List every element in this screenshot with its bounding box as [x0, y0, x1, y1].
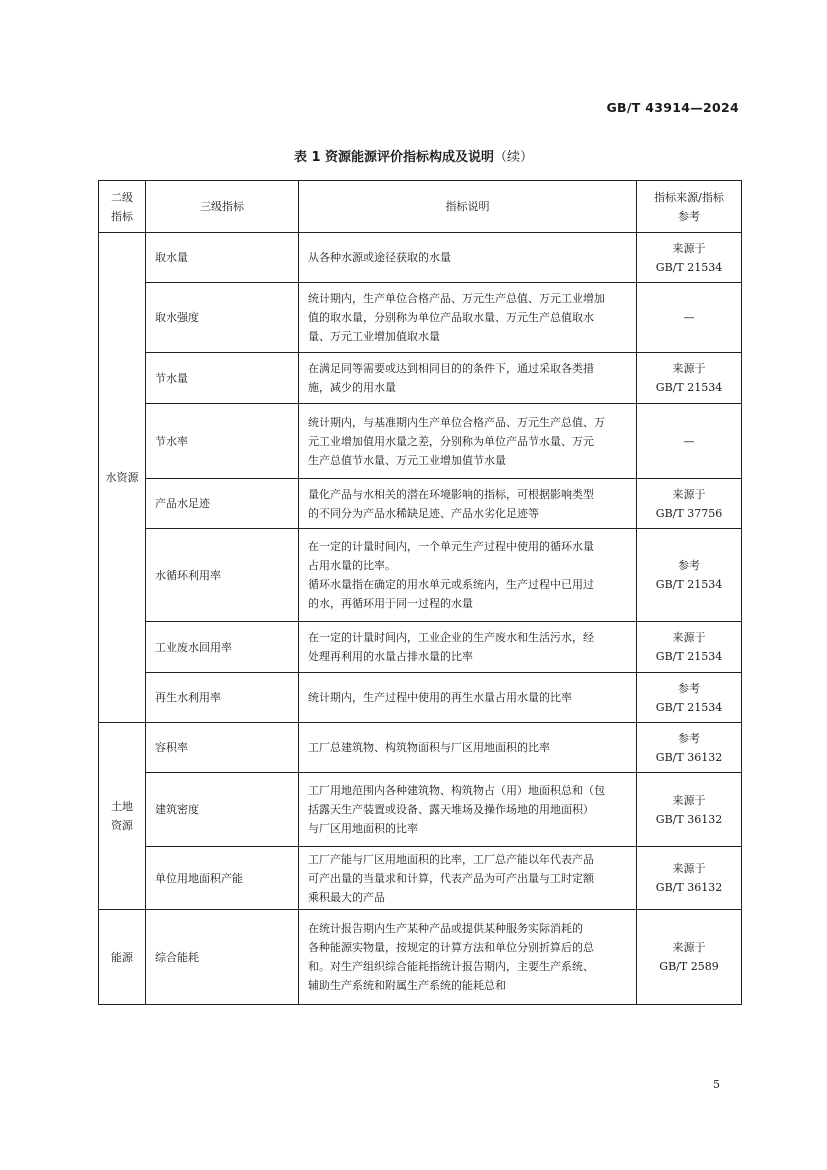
indicator-description: [299, 622, 637, 673]
description-line: 工厂用地范围内各种建筑物、构筑物占（用）地面积总和（包: [308, 784, 605, 797]
description-line: 元工业增加值用水量之差，分别称为单位产品节水量、万元: [308, 434, 594, 448]
indicator-source: [637, 404, 742, 479]
source-line: 来源于: [672, 362, 706, 375]
table-row: [99, 847, 742, 910]
indicator-name: 水循环利用率: [146, 529, 299, 622]
indicator-description: [299, 723, 637, 773]
page-number: 5: [713, 1078, 720, 1091]
source-line: 来源于: [672, 631, 706, 644]
indicator-name: 建筑密度: [146, 773, 299, 847]
table-row: [99, 283, 742, 353]
description-line: 的水，再循环用于同一过程的水量: [308, 597, 473, 610]
source-line: GB/T 21534: [655, 381, 723, 394]
source-line: GB/T 2589: [659, 960, 719, 973]
indicator-source: [637, 529, 742, 622]
indicator-description: [299, 529, 637, 622]
indicator-name: 工业废水回用率: [146, 622, 299, 673]
source-line: GB/T 21534: [655, 650, 723, 663]
category-cell: 土地 资源: [99, 723, 146, 910]
source-line: —: [683, 311, 695, 324]
description-line: 生产总值节水量、万元工业增加值节水量: [308, 453, 506, 467]
table-row: [99, 233, 742, 283]
description-line: 量化产品与水相关的潜在环境影响的指标，可根据影响类型: [308, 487, 594, 501]
indicator-name: 产品水足迹: [146, 479, 299, 529]
table-body: [99, 233, 742, 1005]
table-row: [99, 723, 742, 773]
indicator-name: 节水量: [146, 353, 299, 404]
indicator-name: 节水率: [146, 404, 299, 479]
header-level3: 三级指标: [146, 181, 299, 233]
category-cell: 水资源: [99, 233, 146, 723]
source-line: GB/T 36132: [655, 881, 723, 894]
header-description: 指标说明: [299, 181, 637, 233]
indicator-description: [299, 847, 637, 910]
indicator-description: [299, 910, 637, 1005]
indicator-name: 取水量: [146, 233, 299, 283]
description-line: 各种能源实物量，按规定的计算方法和单位分别折算后的总: [308, 941, 594, 954]
description-line: 和。对生产组织综合能耗指统计报告期内，主要生产系统、: [308, 960, 594, 973]
indicator-name: 取水强度: [146, 283, 299, 353]
source-line: 参考: [678, 559, 700, 572]
source-line: 来源于: [672, 941, 706, 954]
indicator-table: [98, 180, 742, 1005]
indicator-source: [637, 353, 742, 404]
indicator-description: [299, 404, 637, 479]
indicator-source: [637, 283, 742, 353]
description-line: 值的取水量，分别称为单位产品取水量、万元生产总值取水: [308, 311, 594, 324]
description-line: 的不同分为产品水稀缺足迹、产品水劣化足迹等: [308, 506, 539, 520]
source-line: —: [683, 434, 695, 448]
description-line: 统计期内，生产过程中使用的再生水量占用水量的比率: [308, 691, 572, 704]
source-line: 来源于: [672, 793, 706, 807]
description-line: 处理再利用的水量占排水量的比率: [308, 650, 473, 663]
description-line: 在满足同等需要或达到相同目的的条件下，通过采取各类措: [308, 362, 594, 375]
indicator-description: [299, 479, 637, 529]
table-title-suffix: （续）: [494, 150, 534, 165]
source-line: 参考: [678, 681, 700, 695]
indicator-source: [637, 773, 742, 847]
source-line: GB/T 37756: [655, 506, 723, 520]
source-line: 参考: [678, 731, 700, 745]
description-line: 在一定的计量时间内，工业企业的生产废水和生活污水，经: [308, 631, 594, 644]
source-line: 来源于: [672, 487, 706, 501]
description-line: 施，减少的用水量: [308, 381, 396, 394]
table-row: [99, 353, 742, 404]
header-source: 指标来源/指标 参考: [637, 181, 742, 233]
category-cell: 能源: [99, 910, 146, 1005]
indicator-source: [637, 622, 742, 673]
description-line: 在一定的计量时间内，一个单元生产过程中使用的循环水量: [308, 540, 594, 553]
table-title: [0, 146, 827, 165]
indicator-name: 综合能耗: [146, 910, 299, 1005]
indicator-description: [299, 353, 637, 404]
indicator-source: [637, 673, 742, 723]
description-line: 循环水量指在确定的用水单元或系统内，生产过程中已用过: [308, 578, 594, 591]
source-line: GB/T 21534: [655, 700, 723, 714]
indicator-description: [299, 673, 637, 723]
source-line: 来源于: [672, 241, 706, 255]
table-row: [99, 479, 742, 529]
header-level2: 二级 指标: [99, 181, 146, 233]
table-row: [99, 622, 742, 673]
description-line: 占用水量的比率。: [308, 559, 396, 572]
indicator-name: 再生水利用率: [146, 673, 299, 723]
description-line: 工厂产能与厂区用地面积的比率，工厂总产能以年代表产品: [308, 852, 594, 866]
description-line: 工厂总建筑物、构筑物面积与厂区用地面积的比率: [308, 741, 550, 754]
standard-code: GB/T 43914—2024: [606, 100, 739, 115]
table-header-row: [99, 181, 742, 233]
table-row: [99, 404, 742, 479]
table-row: [99, 773, 742, 847]
table-row: [99, 529, 742, 622]
description-line: 辅助生产系统和附属生产系统的能耗总和: [308, 979, 506, 992]
source-line: 来源于: [672, 862, 706, 875]
description-line: 量、万元工业增加值取水量: [308, 330, 440, 343]
description-line: 括露天生产装置或设备、露天堆场及操作场地的用地面积）: [308, 803, 594, 816]
description-line: 与厂区用地面积的比率: [308, 822, 418, 835]
description-line: 统计期内，与基准期内生产单位合格产品、万元生产总值、万: [308, 415, 605, 429]
indicator-description: [299, 283, 637, 353]
indicator-source: [637, 479, 742, 529]
description-line: 乘积最大的产品: [308, 890, 385, 904]
indicator-source: [637, 847, 742, 910]
source-line: GB/T 36132: [655, 812, 723, 826]
indicator-source: [637, 723, 742, 773]
indicator-name: 单位用地面积产能: [146, 847, 299, 910]
description-line: 在统计报告期内生产某种产品或提供某种服务实际消耗的: [308, 922, 583, 935]
indicator-source: [637, 910, 742, 1005]
source-line: GB/T 21534: [655, 578, 723, 591]
source-line: GB/T 21534: [655, 260, 723, 274]
indicator-source: [637, 233, 742, 283]
indicator-description: [299, 773, 637, 847]
description-line: 从各种水源或途径获取的水量: [308, 251, 451, 264]
description-line: 统计期内，生产单位合格产品、万元生产总值、万元工业增加: [308, 292, 605, 305]
source-line: GB/T 36132: [655, 750, 723, 764]
indicator-description: [299, 233, 637, 283]
table-title-text: 表 1 资源能源评价指标构成及说明: [293, 150, 495, 165]
table-row: [99, 673, 742, 723]
description-line: 可产出量的当量求和计算，代表产品为可产出量与工时定额: [308, 871, 594, 885]
table-row: [99, 910, 742, 1005]
indicator-name: 容积率: [146, 723, 299, 773]
